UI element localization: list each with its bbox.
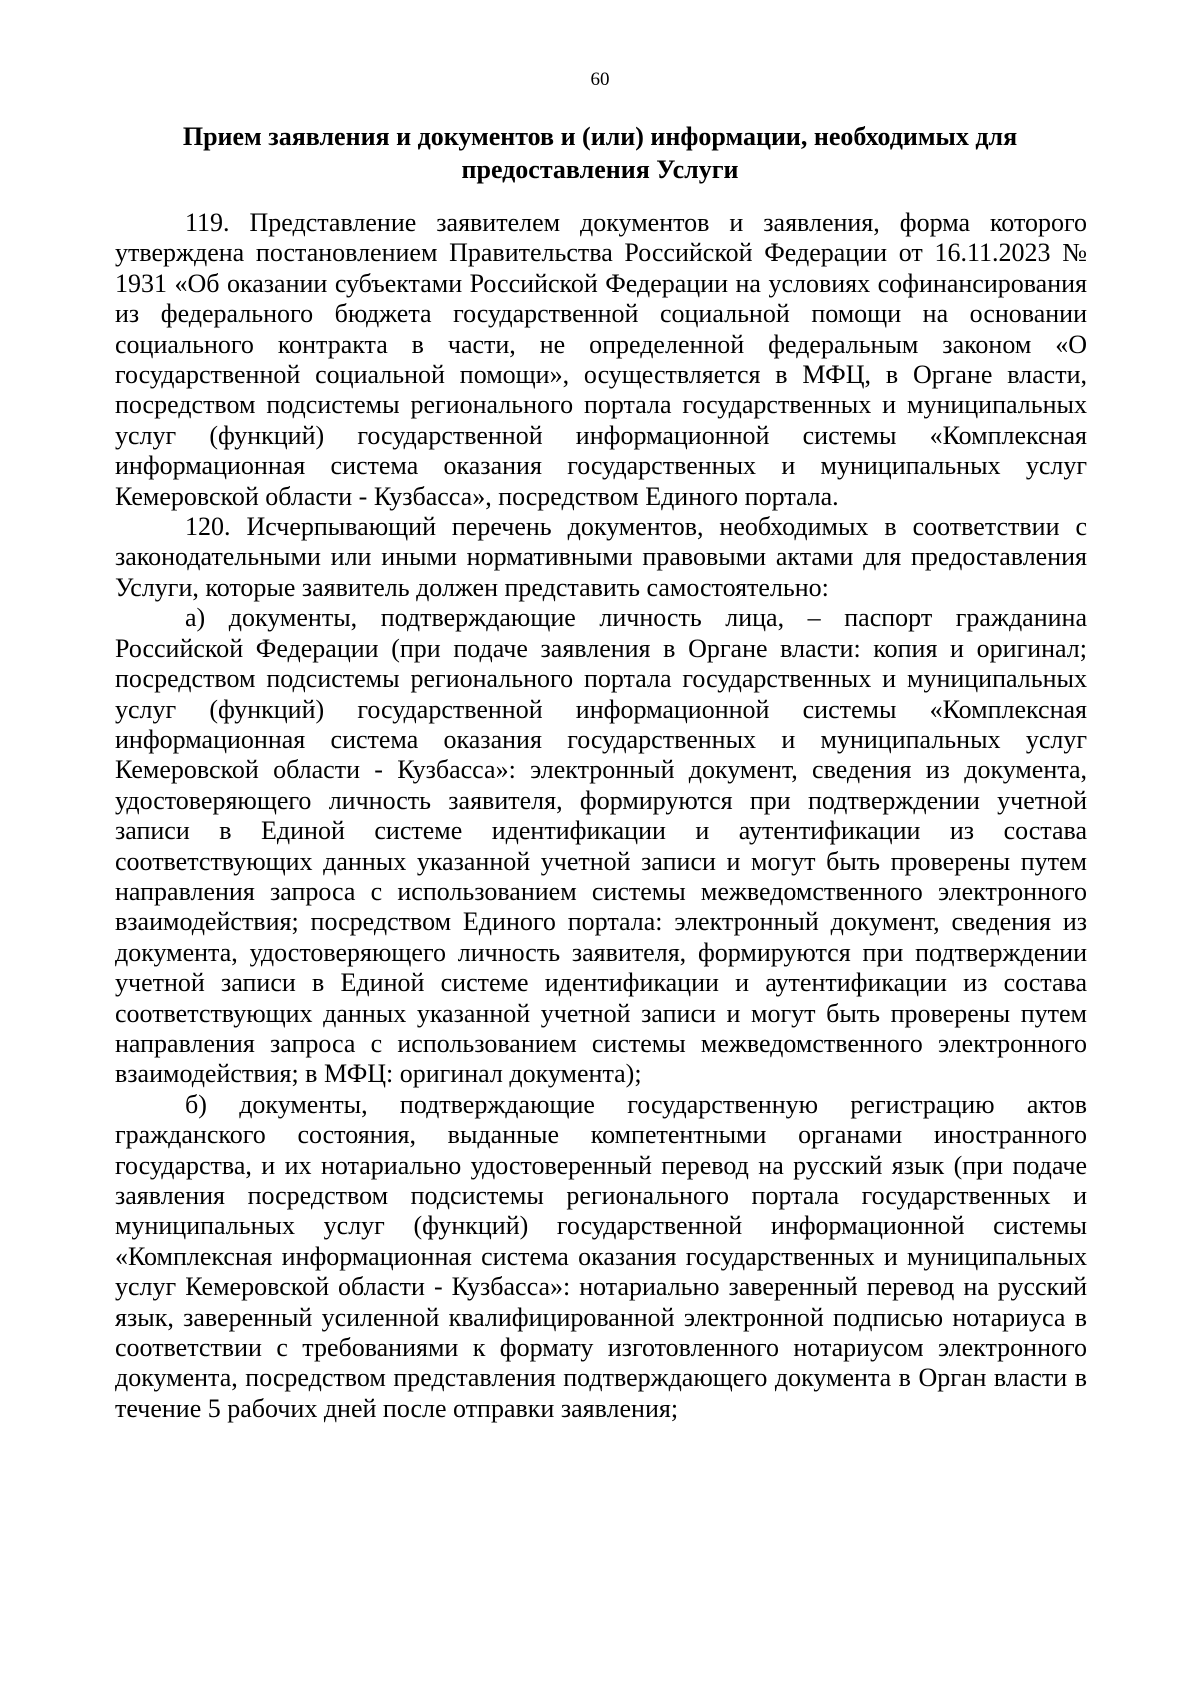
paragraph-119: 119. Представление заявителем документов и заявления, форма которого утверждена постановлением Правительства Российской Федерации от 16.11.2023 № 1931 «Об оказании субъектами Российской Федерации на условиях софинансирования из федерального бюджета государственной социальной помощи на основании социального контракта в части, не определенной федеральным законом «О государственной социальной помощи», осуществляется в МФЦ, в Органе власти, посредством подсистемы регионального портала государственных и муниципальных услуг (функций) государственной информационной системы «Комплексная информационная система оказания государственных и муниципальных услуг Кемеровской области - Кузбасса», посредством Единого портала. — [115, 208, 1087, 511]
page-number: 60 — [590, 69, 610, 90]
list-item-a: а) документы, подтверждающие личность лица, – паспорт гражданина Российской Федерации (при подаче заявления в Органе власти: копия и оригинал; посредством подсистемы регионального портала государственных и муниципальных услуг (функций) государственной информационной системы «Комплексная информационная система оказания государственных и муниципальных услуг Кемеровской области - Кузбасса»: электронный документ, сведения из документа, удостоверяющего личность заявителя, формируются при подтверждении учетной записи в Единой системе идентификации и аутентификации из состава соответствующих данных указанной учетной записи и могут быть проверены путем направления запроса с использованием системы межведомственного электронного взаимодействия; посредством Единого портала: электронный документ, сведения из документа, удостоверяющего личность заявителя, формируются при подтверждении учетной записи в Единой системе идентификации и аутентификации из состава соответствующих данных указанной учетной записи и могут быть проверены путем направления запроса с использованием системы межведомственного электронного взаимодействия; в МФЦ: оригинал документа); — [115, 603, 1087, 1089]
paragraph-120: 120. Исчерпывающий перечень документов, необходимых в соответствии с законодательными или иными нормативными правовыми актами для предоставления Услуги, которые заявитель должен представить самостоятельно: — [115, 512, 1087, 602]
body-text — [115, 208, 1087, 1424]
list-item-b: б) документы, подтверждающие государственную регистрацию актов гражданского состояния, выданные компетентными органами иностранного государства, и их нотариально удостоверенный перевод на русский язык (при подаче заявления посредством подсистемы регионального портала государственных и муниципальных услуг (функций) государственной информационной системы «Комплексная информационная система оказания государственных и муниципальных услуг Кемеровской области - Кузбасса»: нотариально заверенный перевод на русский язык, заверенный усиленной квалифицированной электронной подписью нотариуса в соответствии с требованиями к формату изготовленного нотариусом электронного документа, посредством представления подтверждающего документа в Орган власти в течение 5 рабочих дней после отправки заявления; — [115, 1089, 1087, 1423]
section-heading: Прием заявления и документов и (или) информации, необходимых для предоставления Услуги — [182, 122, 1018, 184]
